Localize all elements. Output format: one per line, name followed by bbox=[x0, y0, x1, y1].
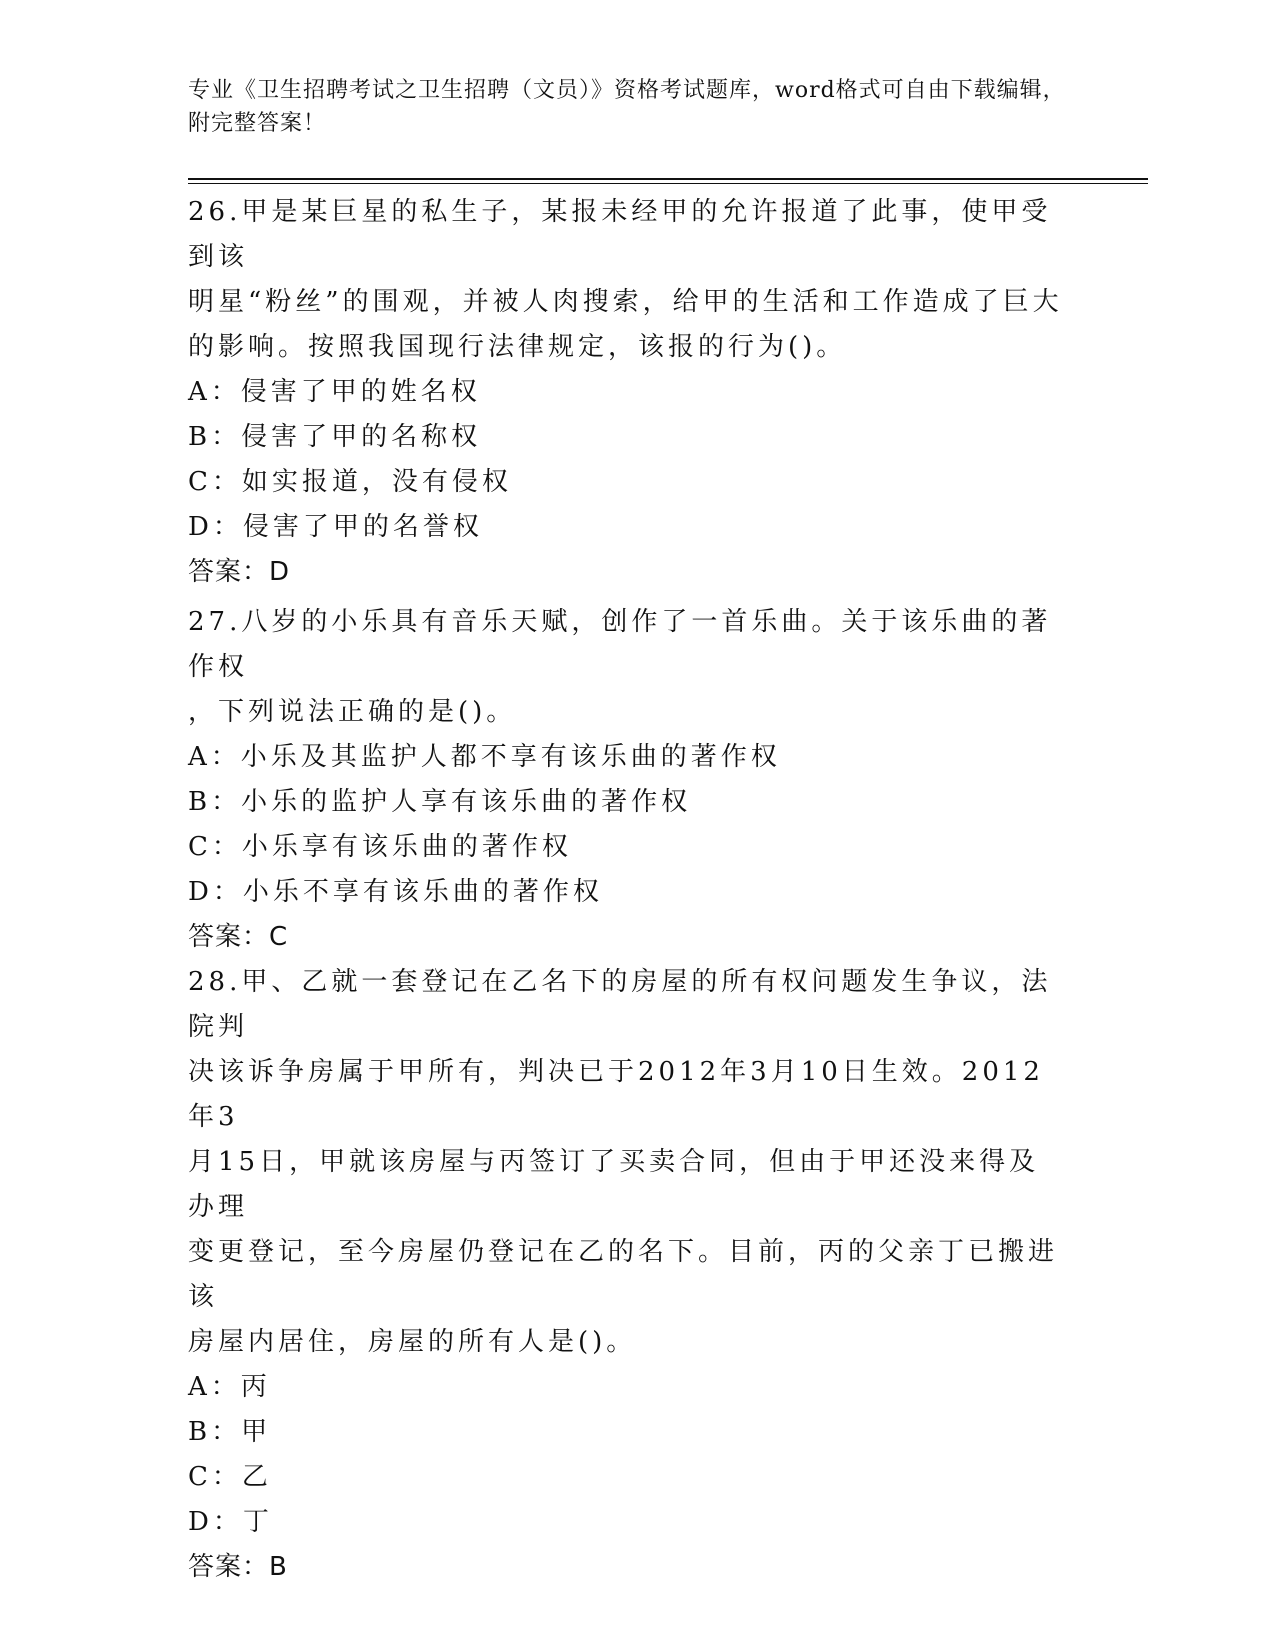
option-d: D：丁 bbox=[188, 1507, 273, 1537]
document-header: 专业《卫生招聘考试之卫生招聘（文员）》资格考试题库，word格式可自由下载编辑，附完整答案！ bbox=[188, 78, 1066, 136]
option-c: C：小乐享有该乐曲的著作权 bbox=[188, 832, 572, 862]
answer-line: 答案：B bbox=[188, 1552, 288, 1582]
option-d: D：小乐不享有该乐曲的著作权 bbox=[188, 877, 603, 907]
question-26 bbox=[188, 190, 1068, 595]
option-d: D：侵害了甲的名誉权 bbox=[188, 512, 483, 542]
option-c: C：乙 bbox=[188, 1462, 272, 1492]
question-stem-line: 26.甲是某巨星的私生子，某报未经甲的允许报道了此事，使甲受到该 bbox=[188, 197, 1052, 272]
answer-line: 答案：C bbox=[188, 922, 289, 952]
answer-line: 答案：D bbox=[188, 557, 291, 587]
question-stem-line: 决该诉争房属于甲所有，判决已于2012年3月10日生效。2012年3 bbox=[188, 1057, 1044, 1132]
question-stem-line: 变更登记，至今房屋仍登记在乙的名下。目前，丙的父亲丁已搬进该 bbox=[188, 1237, 1059, 1312]
header-divider-thin bbox=[188, 183, 1148, 184]
question-28 bbox=[188, 960, 1068, 1590]
question-stem-line: ，下列说法正确的是()。 bbox=[188, 697, 517, 727]
option-a: A：丙 bbox=[188, 1372, 271, 1402]
option-b: B：小乐的监护人享有该乐曲的著作权 bbox=[188, 787, 692, 817]
option-b: B：侵害了甲的名称权 bbox=[188, 422, 482, 452]
question-27 bbox=[188, 600, 1068, 960]
question-stem-line: 明星“粉丝”的围观，并被人肉搜索，给甲的生活和工作造成了巨大 bbox=[188, 287, 1063, 317]
question-stem-line: 28.甲、乙就一套登记在乙名下的房屋的所有权问题发生争议，法院判 bbox=[188, 967, 1052, 1042]
option-c: C：如实报道，没有侵权 bbox=[188, 467, 512, 497]
option-a: A：侵害了甲的姓名权 bbox=[188, 377, 481, 407]
question-stem-line: 27.八岁的小乐具有音乐天赋，创作了一首乐曲。关于该乐曲的著作权 bbox=[188, 607, 1052, 682]
question-stem-line: 月15日，甲就该房屋与丙签订了买卖合同，但由于甲还没来得及办理 bbox=[188, 1147, 1040, 1222]
header-divider-thick bbox=[188, 178, 1148, 180]
question-stem-line: 房屋内居住，房屋的所有人是()。 bbox=[188, 1327, 637, 1357]
question-stem-line: 的影响。按照我国现行法律规定，该报的行为()。 bbox=[188, 332, 847, 362]
option-a: A：小乐及其监护人都不享有该乐曲的著作权 bbox=[188, 742, 781, 772]
option-b: B：甲 bbox=[188, 1417, 272, 1447]
